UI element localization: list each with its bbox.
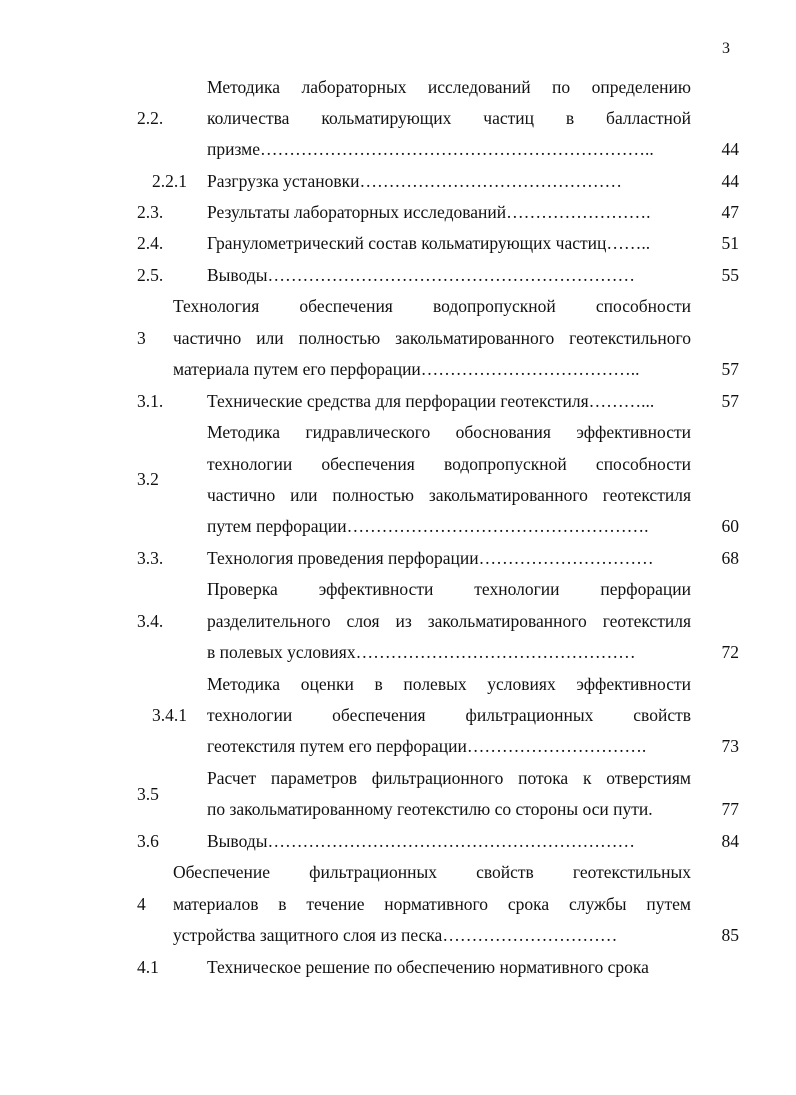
toc-number: 4.1: [137, 957, 159, 977]
toc-page: 57: [721, 391, 739, 411]
toc-line: технологии обеспечения водопропускной способности: [207, 454, 691, 474]
toc-line: Методика лабораторных исследований по определению: [207, 77, 691, 97]
toc-page: 68: [721, 548, 739, 568]
toc-number: 2.2.: [137, 108, 164, 128]
toc-number: 3.4.: [137, 611, 164, 631]
toc-number: 3.3.: [137, 548, 164, 568]
toc-line: Техническое решение по обеспечению нормативного срока: [207, 957, 649, 977]
toc-line: материалов в течение нормативного срока службы путем: [173, 894, 691, 914]
toc-number: 2.4.: [137, 233, 164, 253]
page-number: 3: [722, 40, 730, 57]
toc-page: 44: [721, 171, 739, 191]
toc-line: Технология обеспечения водопропускной способности: [173, 296, 691, 316]
toc-page: 47: [721, 202, 739, 222]
toc-page: 55: [721, 265, 739, 285]
toc-line: частично или полностью закольматированного геотекстильного: [173, 328, 691, 348]
toc-line: частично или полностью закольматированного геотекстиля: [207, 485, 691, 505]
toc-line: Проверка эффективности технологии перфорации: [207, 579, 691, 599]
toc-number: 2.2.1: [152, 171, 187, 191]
toc-line: технологии обеспечения фильтрационных свойств: [207, 705, 691, 725]
toc-page: 77: [721, 799, 739, 819]
toc-line: Гранулометрический состав кольматирующих частиц……..: [207, 233, 651, 253]
toc-number: 2.3.: [137, 202, 164, 222]
toc-page: 73: [721, 736, 739, 756]
toc-line: в полевых условиях…………………………………………: [207, 642, 636, 662]
toc-line: Разгрузка установки………………………………………: [207, 171, 623, 191]
toc-line: Расчет параметров фильтрационного потока к отверстиям: [207, 768, 691, 788]
toc-line: геотекстиля путем его перфорации………………………….: [207, 736, 647, 756]
toc-line: призме…………………………………………………………..: [207, 139, 654, 159]
toc-number: 3: [137, 328, 146, 348]
toc-page: 60: [721, 516, 739, 536]
toc-line: Результаты лабораторных исследований…………………….: [207, 202, 651, 222]
toc-line: по закольматированному геотекстилю со стороны оси пути.: [207, 799, 653, 819]
toc-number: 4: [137, 894, 146, 914]
toc-line: Технические средства для перфорации геотекстиля………...: [207, 391, 655, 411]
toc-number: 3.1.: [137, 391, 164, 411]
toc-page: 85: [721, 925, 739, 945]
toc-line: разделительного слоя из закольматированного геотекстиля: [207, 611, 691, 631]
toc-line: материала путем его перфорации………………………………..: [173, 359, 640, 379]
toc-page: 72: [721, 642, 739, 662]
toc-page: 84: [721, 831, 739, 851]
toc-line: Методика оценки в полевых условиях эффективности: [207, 674, 691, 694]
toc-line: Технология проведения перфорации…………………………: [207, 548, 654, 568]
toc-number: 3.4.1: [152, 705, 187, 725]
toc-line: путем перфорации…………………………………………….: [207, 516, 649, 536]
toc-line: устройства защитного слоя из песка…………………………: [173, 925, 618, 945]
toc-page: 51: [721, 233, 739, 253]
toc-line: Выводы………………………………………………………: [207, 265, 635, 285]
toc-line: количества кольматирующих частиц в балластной: [207, 108, 691, 128]
toc-number: 2.5.: [137, 265, 164, 285]
toc-line: Обеспечение фильтрационных свойств геотекстильных: [173, 862, 691, 882]
toc-number: 3.2: [137, 469, 159, 489]
toc-number: 3.5: [137, 784, 159, 804]
toc-page: 44: [721, 139, 739, 159]
toc-page: 57: [721, 359, 739, 379]
toc-line: Методика гидравлического обоснования эффективности: [207, 422, 691, 442]
toc-number: 3.6: [137, 831, 159, 851]
toc-line: Выводы………………………………………………………: [207, 831, 635, 851]
